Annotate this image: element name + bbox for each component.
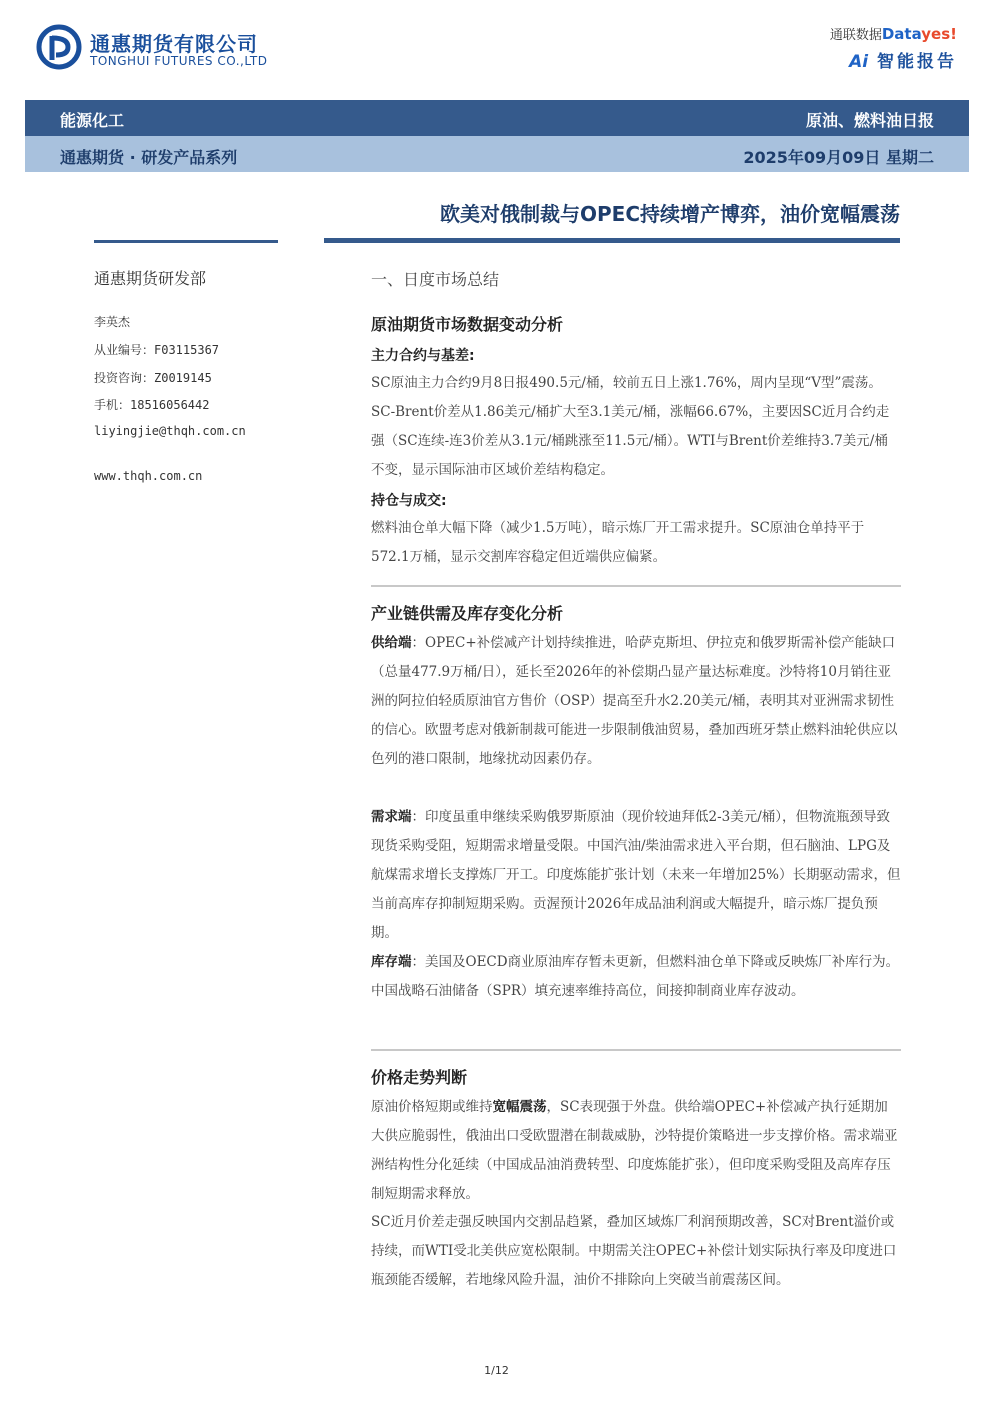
report-title: 欧美对俄制裁与OPEC持续增产博弈，油价宽幅震荡 [440, 202, 900, 226]
company-name-en: TONGHUI FUTURES CO.,LTD [90, 54, 268, 68]
company-name-cn: 通惠期货有限公司 [90, 32, 258, 56]
block1-label-position: 持仓与成交: [371, 493, 447, 509]
left-column-divider [94, 240, 278, 243]
author-email[interactable]: liyingjie@thqh.com.cn [94, 424, 246, 438]
report-date: 2025年09月09日 星期二 [743, 148, 934, 167]
supply-label: 供给端 [371, 635, 412, 651]
title-divider [324, 238, 900, 243]
datayes-logo [797, 24, 957, 43]
ai-icon: Ai [849, 52, 869, 72]
block2-paragraph-inventory [371, 948, 901, 1006]
author-name: 李英杰 [94, 315, 131, 329]
series-label: 通惠期货 · 研发产品系列 [60, 148, 238, 167]
ai-report-label [797, 47, 957, 72]
section-heading: 一、日度市场总结 [371, 270, 500, 289]
block1-paragraph-position: 燃料油仓单大幅下降（减少1.5万吨），暗示炼厂开工需求提升。SC原油仓单持平于572.1万桶，显示交割库容稳定但近端供应偏紧。 [371, 520, 865, 565]
author-license: 从业编号：F03115367 [94, 343, 220, 357]
author-phone: 手机：18516056442 [94, 398, 210, 412]
block2-paragraph-demand [371, 803, 901, 948]
block2-title: 产业链供需及库存变化分析 [371, 604, 564, 623]
sector-label: 能源化工 [60, 111, 125, 130]
outlook-text-post: ，SC表现强于外盘。供给端OPEC+补偿减产执行延期加大供应脆弱性，俄油出口受欧盟潜在制裁威胁，沙特提价策略进一步支撑价格。需求端亚洲结构性分化延续（中国成品油消费转型、印度炼能扩张），但印度采购受阻及高库存压制短期需求释放。 [371, 1099, 898, 1202]
block3-paragraph-outlook [371, 1093, 901, 1209]
block1-title: 原油期货市场数据变动分析 [371, 315, 564, 334]
block3-paragraph-spread: SC近月价差走强反映国内交割品趋紧，叠加区域炼厂利润预期改善，SC对Brent溢价或持续，而WTI受北美供应宽松限制。中期需关注OPEC+补偿计划实际执行率及印度进口瓶颈能否缓解，若地缘风险升温，油价不排除向上突破当前震荡区间。 [371, 1214, 897, 1288]
inventory-text: ：美国及OECD商业原油库存暂未更新，但燃料油仓单下降或反映炼厂补库行为。中国战略石油储备（SPR）填充速率维持高位，间接抑制商业库存波动。 [371, 954, 900, 999]
company-website[interactable]: www.thqh.com.cn [94, 469, 203, 483]
demand-text: ：印度虽重申继续采购俄罗斯原油（现价较迪拜低2-3美元/桶），但物流瓶颈导致现货采购受阻，短期需求增量受限。中国汽油/柴油需求进入平台期，但石脑油、LPG及航煤需求增长支撑炼厂开工。印度炼能扩张计划（未来一年增加25%）长期驱动需求，但当前高库存抑制短期采购。贡渥预计2026年成品油利润或大幅提升，暗示炼厂提负预期。 [371, 809, 901, 941]
datayes-prefix: 通联数据 [829, 28, 882, 43]
inventory-label: 库存端 [371, 954, 412, 970]
partner-logo [797, 24, 957, 74]
outlook-emphasis: 宽幅震荡 [492, 1099, 547, 1115]
header-band-bottom [25, 136, 969, 172]
section-separator [371, 585, 901, 587]
datayes-yes: yes! [921, 25, 957, 43]
block1-label-contract: 主力合约与基差: [371, 348, 475, 364]
outlook-text-pre: 原油价格短期或维持 [371, 1099, 493, 1115]
department-name: 通惠期货研发部 [94, 269, 207, 288]
section-separator [371, 1049, 901, 1051]
supply-text: ：OPEC+补偿减产计划持续推进，哈萨克斯坦、伊拉克和俄罗斯需补偿产能缺口（总量477.9万桶/日），延长至2026年的补偿期凸显产量达标难度。沙特将10月销往亚洲的阿拉伯轻质原油官方售价（OSP）提高至升水2.20美元/桶，表明其对亚洲需求韧性的信心。欧盟考虑对俄新制裁可能进一步限制俄油贸易，叠加西班牙禁止燃料油轮供应以色列的港口限制，地缘扰动因素仍存。 [371, 635, 898, 767]
company-logo [36, 24, 276, 76]
block1-paragraph-contract: SC原油主力合约9月8日报490.5元/桶，较前五日上涨1.76%，周内呈现“V型”震荡。SC-Brent价差从1.86美元/桶扩大至3.1美元/桶，涨幅66.67%，主要因SC近月合约走强（SC连续-连3价差从3.1元/桶跳涨至11.5元/桶）。WTI与Brent价差维持3.7美元/桶不变，显示国际油市区域价差结构稳定。 [371, 375, 890, 478]
datayes-brand: Data [881, 25, 922, 43]
demand-label: 需求端 [371, 809, 412, 825]
page-number: 1/12 [484, 1364, 509, 1377]
report-type-label: 原油、燃料油日报 [805, 111, 934, 130]
block2-paragraph-supply [371, 629, 901, 774]
header-band-top [25, 100, 969, 136]
author-consult-id: 投资咨询：Z0019145 [94, 371, 212, 385]
tonghui-logo-icon [36, 24, 82, 70]
ai-report-text: 智能报告 [877, 52, 957, 72]
block3-title: 价格走势判断 [371, 1068, 468, 1087]
